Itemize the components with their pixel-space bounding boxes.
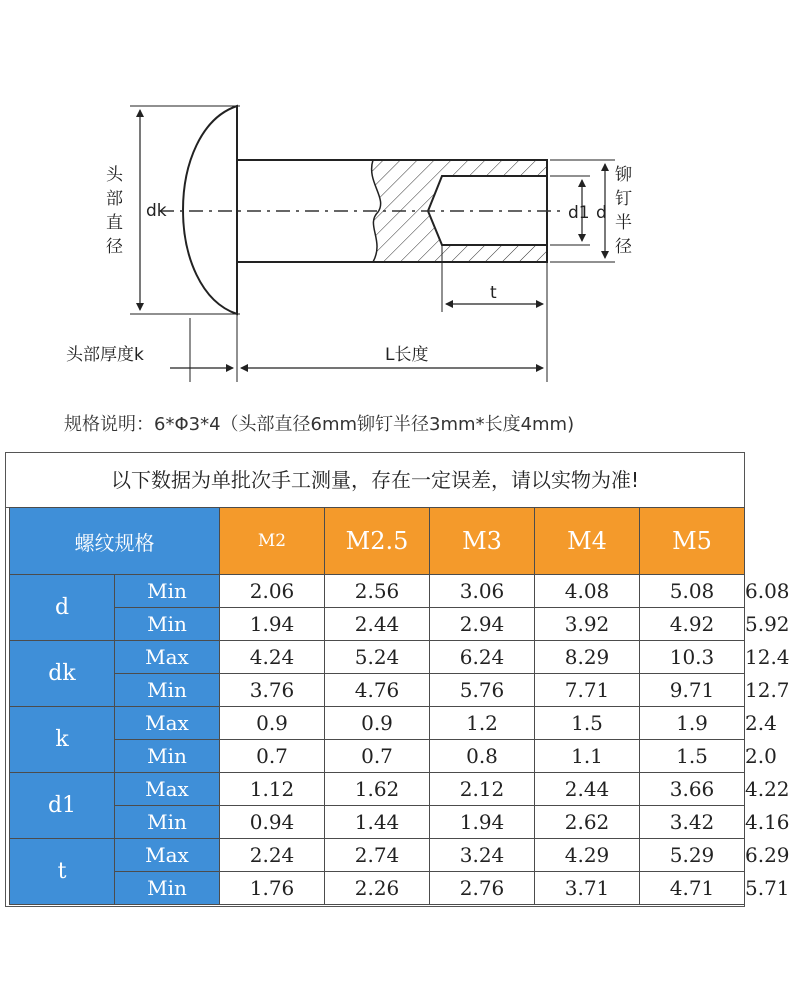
value-cell: 3.92 — [535, 608, 640, 641]
value-cell: 2.06 — [220, 575, 325, 608]
table-row: t Max 2.24 2.74 3.24 4.29 5.29 6.29 — [10, 839, 745, 872]
value-cell: 6.24 — [430, 641, 535, 674]
head-thickness-label: 头部厚度k — [66, 345, 144, 365]
value-cell: 3.24 — [430, 839, 535, 872]
value-cell: 2.26 — [325, 872, 430, 905]
value-cell: 5.76 — [430, 674, 535, 707]
table-row: k Max 0.9 0.9 1.2 1.5 1.9 2.4 — [10, 707, 745, 740]
value-cell: 3.42 — [640, 806, 745, 839]
value-cell: 5.29 — [640, 839, 745, 872]
value-cell: 4.08 — [535, 575, 640, 608]
value-cell: 2.24 — [220, 839, 325, 872]
value-cell: 1.94 — [430, 806, 535, 839]
value-cell: 4.92 — [640, 608, 745, 641]
value-cell: 2.76 — [430, 872, 535, 905]
value-cell: 1.44 — [325, 806, 430, 839]
value-cell: 0.94 — [220, 806, 325, 839]
value-cell: 1.94 — [220, 608, 325, 641]
value-cell: 1.2 — [430, 707, 535, 740]
head-diameter-char-4: 径 — [106, 237, 123, 257]
table-row: dk Max 4.24 5.24 6.24 8.29 10.3 12.4 — [10, 641, 745, 674]
size-header: M2 — [220, 508, 325, 575]
limit-cell: Min — [115, 575, 220, 608]
value-cell: 3.71 — [535, 872, 640, 905]
measurement-note: 以下数据为单批次手工测量，存在一定误差，请以实物为准! — [6, 453, 744, 508]
value-cell: 1.62 — [325, 773, 430, 806]
value-cell: 1.9 — [640, 707, 745, 740]
rivet-radius-char-2: 钉 — [615, 189, 632, 209]
rivet-radius-char-3: 半 — [615, 213, 632, 233]
value-cell: 2.74 — [325, 839, 430, 872]
limit-cell: Max — [115, 707, 220, 740]
param-cell: dk — [10, 641, 115, 707]
param-cell: k — [10, 707, 115, 773]
value-cell: 4.76 — [325, 674, 430, 707]
spec-table-frame — [5, 452, 790, 907]
d1-symbol: d1 — [568, 203, 590, 223]
value-cell: 2.44 — [535, 773, 640, 806]
rivet-radius-char-4: 径 — [615, 237, 632, 257]
size-header: M2.5 — [325, 508, 430, 575]
value-cell: 7.71 — [535, 674, 640, 707]
value-cell: 0.9 — [325, 707, 430, 740]
size-header: M5 — [640, 508, 745, 575]
table-header-row: 螺纹规格 M2 M2.5 M3 M4 M5 M6 — [10, 508, 745, 575]
value-cell: 3.66 — [640, 773, 745, 806]
value-cell: 3.06 — [430, 575, 535, 608]
param-cell: t — [10, 839, 115, 905]
value-cell: 1.1 — [535, 740, 640, 773]
value-cell: 2.44 — [325, 608, 430, 641]
param-cell: d1 — [10, 773, 115, 839]
limit-cell: Min — [115, 806, 220, 839]
value-cell: 8.29 — [535, 641, 640, 674]
length-label: L长度 — [385, 345, 429, 365]
spec-header: 螺纹规格 — [10, 508, 220, 575]
value-cell: 0.7 — [220, 740, 325, 773]
table-row: Min 0.94 1.44 1.94 2.62 3.42 4.16 — [10, 806, 745, 839]
head-diameter-char-2: 部 — [106, 189, 123, 209]
table-row: d1 Max 1.12 1.62 2.12 2.44 3.66 4.22 — [10, 773, 745, 806]
value-cell: 0.9 — [220, 707, 325, 740]
value-cell: 2.56 — [325, 575, 430, 608]
value-cell: 1.5 — [535, 707, 640, 740]
size-header: M4 — [535, 508, 640, 575]
limit-cell: Min — [115, 740, 220, 773]
rivet-head — [183, 106, 237, 314]
limit-cell: Min — [115, 608, 220, 641]
dk-symbol: dk — [146, 201, 167, 221]
table-row: Min 1.94 2.44 2.94 3.92 4.92 5.92 — [10, 608, 745, 641]
value-cell: 1.76 — [220, 872, 325, 905]
value-cell: 4.24 — [220, 641, 325, 674]
value-cell: 9.71 — [640, 674, 745, 707]
t-symbol: t — [490, 283, 497, 303]
table-row: Min 1.76 2.26 2.76 3.71 4.71 5.71 — [10, 872, 745, 905]
value-cell: 4.71 — [640, 872, 745, 905]
rivet-diagram — [0, 0, 750, 400]
head-diameter-char-1: 头 — [106, 165, 123, 185]
limit-cell: Max — [115, 839, 220, 872]
table-row: d Min 2.06 2.56 3.06 4.08 5.08 6.08 — [10, 575, 745, 608]
spec-description: 规格说明：6*Φ3*4（头部直径6mm铆钉半径3mm*长度4mm) — [64, 414, 575, 435]
table-row: Min 3.76 4.76 5.76 7.71 9.71 12.7 — [10, 674, 745, 707]
value-cell: 1.12 — [220, 773, 325, 806]
limit-cell: Max — [115, 773, 220, 806]
value-cell: 10.3 — [640, 641, 745, 674]
value-cell: 4.29 — [535, 839, 640, 872]
param-cell: d — [10, 575, 115, 641]
value-cell: 2.94 — [430, 608, 535, 641]
value-cell: 3.76 — [220, 674, 325, 707]
limit-cell: Min — [115, 674, 220, 707]
value-cell: 0.7 — [325, 740, 430, 773]
limit-cell: Min — [115, 872, 220, 905]
size-header: M3 — [430, 508, 535, 575]
value-cell: 1.5 — [640, 740, 745, 773]
d-symbol: d — [596, 203, 607, 223]
value-cell: 5.24 — [325, 641, 430, 674]
head-diameter-char-3: 直 — [106, 213, 123, 233]
value-cell: 2.62 — [535, 806, 640, 839]
limit-cell: Max — [115, 641, 220, 674]
rivet-radius-char-1: 铆 — [615, 165, 632, 185]
value-cell: 5.08 — [640, 575, 745, 608]
value-cell: 0.8 — [430, 740, 535, 773]
spec-table — [9, 507, 790, 905]
table-row: Min 0.7 0.7 0.8 1.1 1.5 2.0 — [10, 740, 745, 773]
value-cell: 2.12 — [430, 773, 535, 806]
